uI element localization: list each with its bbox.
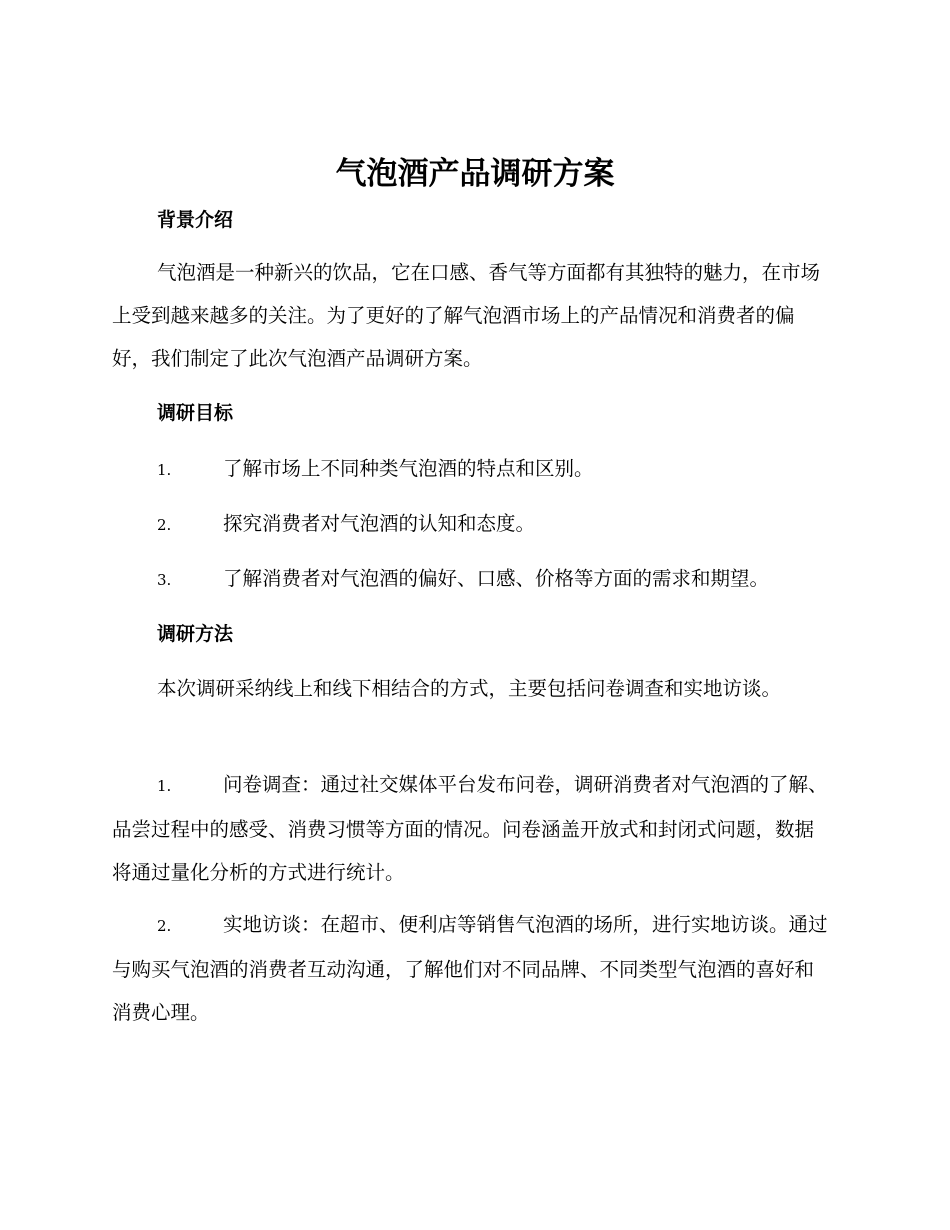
- background-paragraph: 气泡酒是一种新兴的饮品，它在口感、香气等方面都有其独特的魅力，在市场上受到越来越多的关注。为了更好的了解气泡酒市场上的产品情况和消费者的偏好，我们制定了此次气泡酒产品调研方案。: [112, 261, 821, 370]
- list-number: 2.: [157, 917, 172, 935]
- heading-goals: 调研目标: [157, 402, 234, 424]
- list-text: 了解消费者对气泡酒的偏好、口感、价格等方面的需求和期望。: [223, 567, 770, 590]
- goal-item: [112, 557, 832, 602]
- list-number: 3.: [157, 571, 172, 589]
- list-text: 实地访谈：在超市、便利店等销售气泡酒的场所，进行实地访谈。通过与购买气泡酒的消费者互动沟通，了解他们对不同品牌、不同类型气泡酒的喜好和消费心理。: [112, 913, 828, 1024]
- list-text: 了解市场上不同种类气泡酒的特点和区别。: [223, 457, 594, 480]
- list-text: 问卷调查：通过社交媒体平台发布问卷，调研消费者对气泡酒的了解、品尝过程中的感受、消费习惯等方面的情况。问卷涵盖开放式和封闭式问题，数据将通过量化分析的方式进行统计。: [112, 773, 828, 884]
- goal-item: [112, 502, 832, 547]
- heading-methods: 调研方法: [157, 623, 234, 645]
- list-number: 1.: [157, 777, 172, 795]
- method-item: [112, 903, 832, 1034]
- methods-intro-paragraph: 本次调研采纳线上和线下相结合的方式，主要包括问卷调查和实地访谈。: [157, 677, 782, 700]
- list-number: 1.: [157, 461, 172, 479]
- list-text: 探究消费者对气泡酒的认知和态度。: [223, 512, 536, 535]
- method-item: [112, 763, 832, 894]
- list-number: 2.: [157, 516, 172, 534]
- document-title: 气泡酒产品调研方案: [335, 156, 615, 192]
- heading-background: 背景介绍: [157, 209, 234, 231]
- goal-item: [112, 447, 832, 492]
